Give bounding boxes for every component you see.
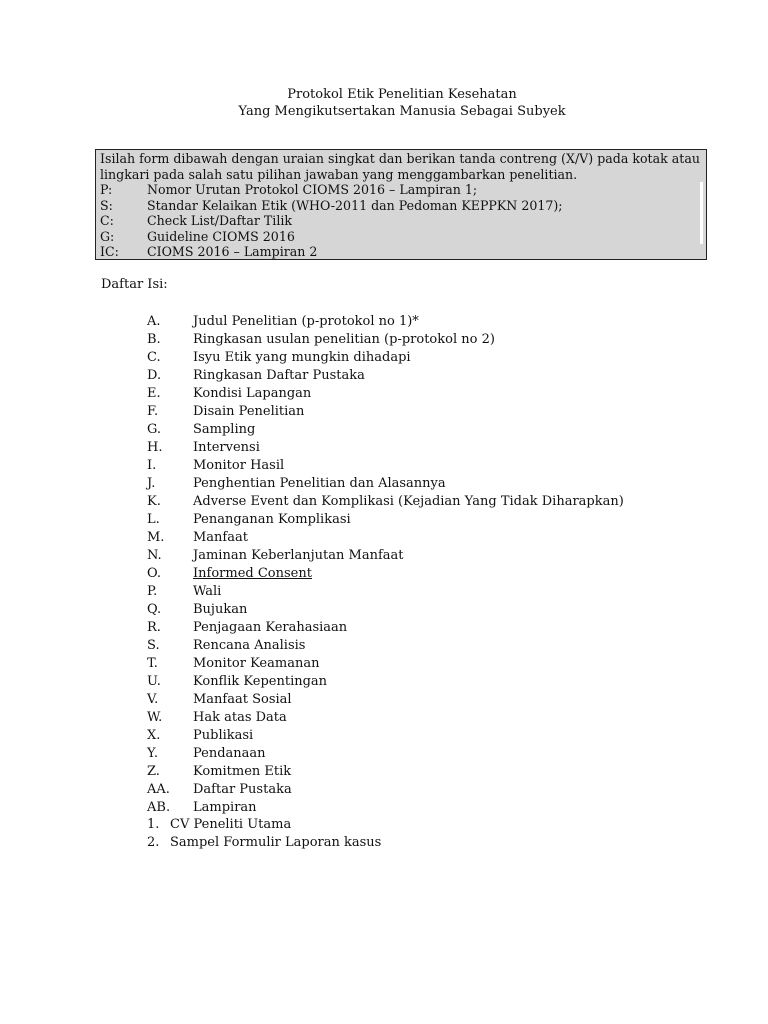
toc-item (147, 475, 624, 493)
toc-label: Adverse Event dan Komplikasi (Kejadian Yang Tidak Diharapkan) (193, 494, 624, 509)
toc-letter: E. (147, 386, 161, 401)
legend-row (100, 213, 702, 229)
toc-letter: I. (147, 458, 157, 473)
toc-letter: Q. (147, 602, 162, 617)
toc-letter: W. (147, 710, 163, 725)
toc-label: Ringkasan usulan penelitian (p-protokol no 2) (193, 332, 495, 347)
toc-item (147, 439, 624, 457)
toc-letter: V. (147, 692, 159, 707)
toc-label: Informed Consent (193, 566, 312, 581)
toc-item (147, 619, 624, 637)
toc-label: Penghentian Penelitian dan Alasannya (193, 476, 446, 491)
legend-value: Nomor Urutan Protokol CIOMS 2016 – Lampiran 1; (147, 182, 478, 197)
toc-label: Disain Penelitian (193, 404, 305, 419)
toc-label: Monitor Keamanan (193, 656, 320, 671)
table-of-contents (147, 313, 624, 817)
toc-item (147, 313, 624, 331)
toc-item (147, 367, 624, 385)
toc-letter: D. (147, 368, 162, 383)
toc-label: Ringkasan Daftar Pustaka (193, 368, 365, 383)
toc-letter: L. (147, 512, 160, 527)
toc-item (147, 421, 624, 439)
appendix-number: 2. (147, 835, 160, 850)
toc-letter: R. (147, 620, 161, 635)
toc-label: Penjagaan Kerahasiaan (193, 620, 348, 635)
toc-item (147, 457, 624, 475)
title-line-1: Protokol Etik Penelitian Kesehatan (287, 87, 517, 102)
toc-letter: F. (147, 404, 159, 419)
toc-label: Daftar Pustaka (193, 782, 292, 797)
legend-row (100, 244, 702, 260)
toc-item (147, 331, 624, 349)
document-title (0, 86, 768, 120)
toc-label: Rencana Analisis (193, 638, 306, 653)
instruction-box (95, 149, 707, 260)
toc-label: Lampiran (193, 800, 257, 815)
toc-letter: S. (147, 638, 160, 653)
toc-item (147, 709, 624, 727)
toc-item (147, 781, 624, 799)
toc-item (147, 583, 624, 601)
toc-letter: A. (147, 314, 161, 329)
toc-letter: AA. (147, 782, 170, 797)
legend-row (100, 182, 702, 198)
toc-label: Isyu Etik yang mungkin dihadapi (193, 350, 411, 365)
legend-row (100, 229, 702, 245)
toc-heading: Daftar Isi: (101, 277, 168, 292)
toc-item (147, 727, 624, 745)
legend-value: Standar Kelaikan Etik (WHO-2011 dan Pedoman KEPPKN 2017); (147, 197, 563, 213)
toc-label: Sampling (193, 422, 256, 437)
toc-item (147, 403, 624, 421)
toc-item (147, 547, 624, 565)
box-divider (700, 182, 703, 244)
toc-label: Pendanaan (193, 746, 266, 761)
toc-label: Bujukan (193, 602, 248, 617)
toc-label: Konflik Kepentingan (193, 674, 328, 689)
instruction-text: Isilah form dibawah dengan uraian singkat dan berikan tanda contreng (X/V) pada kotak atau lingkari pada salah satu pilihan jawaban yang menggambarkan penelitian. (100, 151, 700, 182)
toc-item (147, 385, 624, 403)
toc-item (147, 349, 624, 367)
toc-item (147, 763, 624, 781)
toc-item (147, 799, 624, 817)
legend-key: C: (100, 213, 114, 228)
toc-item (147, 745, 624, 763)
toc-label: Jaminan Keberlanjutan Manfaat (193, 548, 404, 563)
toc-item (147, 691, 624, 709)
toc-item (147, 493, 624, 511)
toc-label: Manfaat Sosial (193, 692, 292, 707)
toc-item (147, 511, 624, 529)
appendix-label: Sampel Formulir Laporan kasus (170, 835, 382, 850)
toc-letter: U. (147, 674, 161, 689)
toc-label: Intervensi (193, 440, 260, 455)
toc-letter: AB. (147, 800, 171, 815)
appendix-item (147, 834, 381, 852)
toc-label: Manfaat (193, 530, 248, 545)
legend-key: P: (100, 182, 113, 197)
toc-item (147, 673, 624, 691)
toc-letter: M. (147, 530, 165, 545)
toc-label: Hak atas Data (193, 710, 287, 725)
toc-item (147, 655, 624, 673)
toc-label: Penanganan Komplikasi (193, 512, 351, 527)
toc-letter: H. (147, 440, 163, 455)
toc-label: Wali (193, 584, 222, 599)
appendix-list (147, 816, 381, 852)
toc-letter: B. (147, 332, 161, 347)
toc-label: Judul Penelitian (p-protokol no 1)* (193, 314, 419, 329)
legend-row (100, 198, 702, 214)
appendix-label: CV Peneliti Utama (170, 817, 292, 832)
legend-key: IC: (100, 244, 119, 259)
legend-value: Guideline CIOMS 2016 (147, 228, 295, 244)
toc-label: Kondisi Lapangan (193, 386, 312, 401)
toc-item (147, 637, 624, 655)
toc-item (147, 601, 624, 619)
legend-value: Check List/Daftar Tilik (147, 213, 293, 228)
appendix-item (147, 816, 381, 834)
legend-key: S: (100, 197, 113, 213)
legend-value: CIOMS 2016 – Lampiran 2 (147, 244, 318, 259)
appendix-number: 1. (147, 817, 160, 832)
toc-letter: N. (147, 548, 162, 563)
toc-letter: J. (147, 476, 156, 491)
toc-letter: G. (147, 422, 162, 437)
toc-letter: T. (147, 656, 158, 671)
toc-letter: K. (147, 494, 161, 509)
toc-label: Publikasi (193, 728, 254, 743)
toc-letter: O. (147, 566, 162, 581)
title-line-2: Yang Mengikutsertakan Manusia Sebagai Subyek (238, 104, 566, 119)
toc-item (147, 529, 624, 547)
toc-item (147, 565, 624, 583)
toc-letter: Z. (147, 764, 160, 779)
toc-letter: P. (147, 584, 158, 599)
toc-label: Monitor Hasil (193, 458, 285, 473)
toc-letter: Y. (147, 746, 159, 761)
legend-key: G: (100, 228, 115, 244)
toc-letter: C. (147, 350, 161, 365)
toc-label: Komitmen Etik (193, 764, 292, 779)
toc-letter: X. (147, 728, 161, 743)
